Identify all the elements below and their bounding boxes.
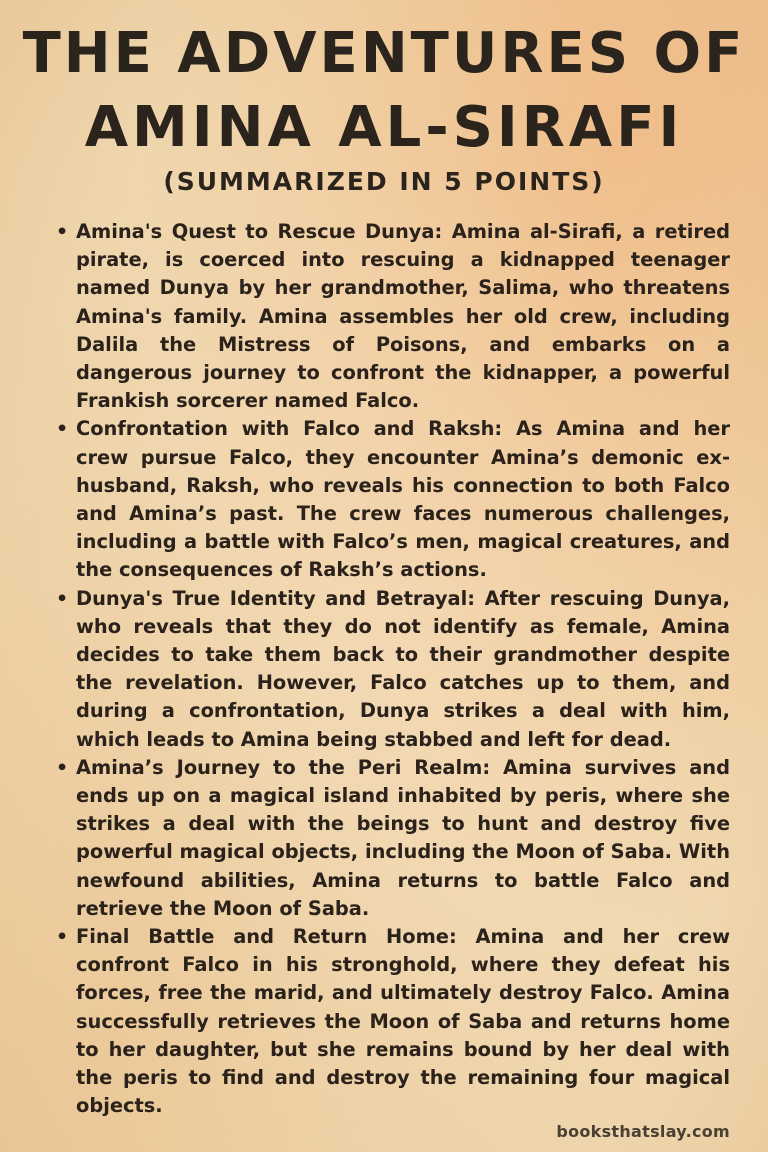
bullet-icon: • — [56, 221, 69, 243]
bullet-icon: • — [56, 587, 69, 610]
summary-point-text: Amina’s Journey to the Peri Realm: Amina survives and ends up on a magical island inhabited by peris, where she strikes a deal with the beings to hunt and destroy five powerful magical objects, including the Moon of Saba. With newfound abilities, Amina returns to battle Falco and retrieve the Moon of Saba. — [76, 755, 730, 920]
summary-point-2 — [54, 415, 730, 584]
summary-point-4 — [54, 754, 730, 923]
summary-point-text: Confrontation with Falco and Raksh: As Amina and her crew pursue Falco, they encounter Amina’s demonic ex-husband, Raksh, who reveals his connection to both Falco and Amina’s past. The crew faces numerous challenges, including a battle with Falco’s men, magical creatures, and the consequences of Raksh’s actions. — [76, 417, 730, 582]
title-line-2: AMINA AL-SIRAFI — [84, 95, 684, 160]
summary-point-3 — [54, 585, 730, 754]
summary-point-text: Dunya's True Identity and Betrayal: After rescuing Dunya, who reveals that they do not identify as female, Amina decides to take them back to their grandmother despite the revelation. However, Falco catches up to them, and during a confrontation, Dunya strikes a deal with him, which leads to Amina being stabbed and left for dead. — [76, 586, 730, 751]
summary-point-1 — [54, 218, 730, 415]
bullet-icon: • — [56, 756, 69, 779]
title-line-1: THE ADVENTURES OF — [22, 21, 746, 86]
summary-point-text: Final Battle and Return Home: Amina and her crew confront Falco in his stronghold, where they defeat his forces, free the marid, and ultimately destroy Falco. Amina successfully retrieves the Moon of Saba and returns home to her daughter, but she remains bound by her deal with the peris to find and destroy the remaining four magical objects. — [76, 925, 730, 1118]
subtitle: (SUMMARIZED IN 5 POINTS) — [163, 167, 605, 196]
footer-site-link[interactable]: booksthatslay.com — [556, 1122, 730, 1141]
summary-point-5 — [54, 923, 730, 1120]
bullet-icon: • — [56, 926, 69, 949]
summary-point-text: Amina's Quest to Rescue Dunya: Amina al-Sirafi, a retired pirate, is coerced into rescuing a kidnapped teenager named Dunya by her grandmother, Salima, who threatens Amina's family. Amina assembles her old crew, including Dalila the Mistress of Poisons, and embarks on a dangerous journey to confront the kidnapper, a powerful Frankish sorcerer named Falco. — [76, 220, 730, 413]
summary-points-list — [54, 218, 730, 1121]
bullet-icon: • — [56, 418, 69, 441]
